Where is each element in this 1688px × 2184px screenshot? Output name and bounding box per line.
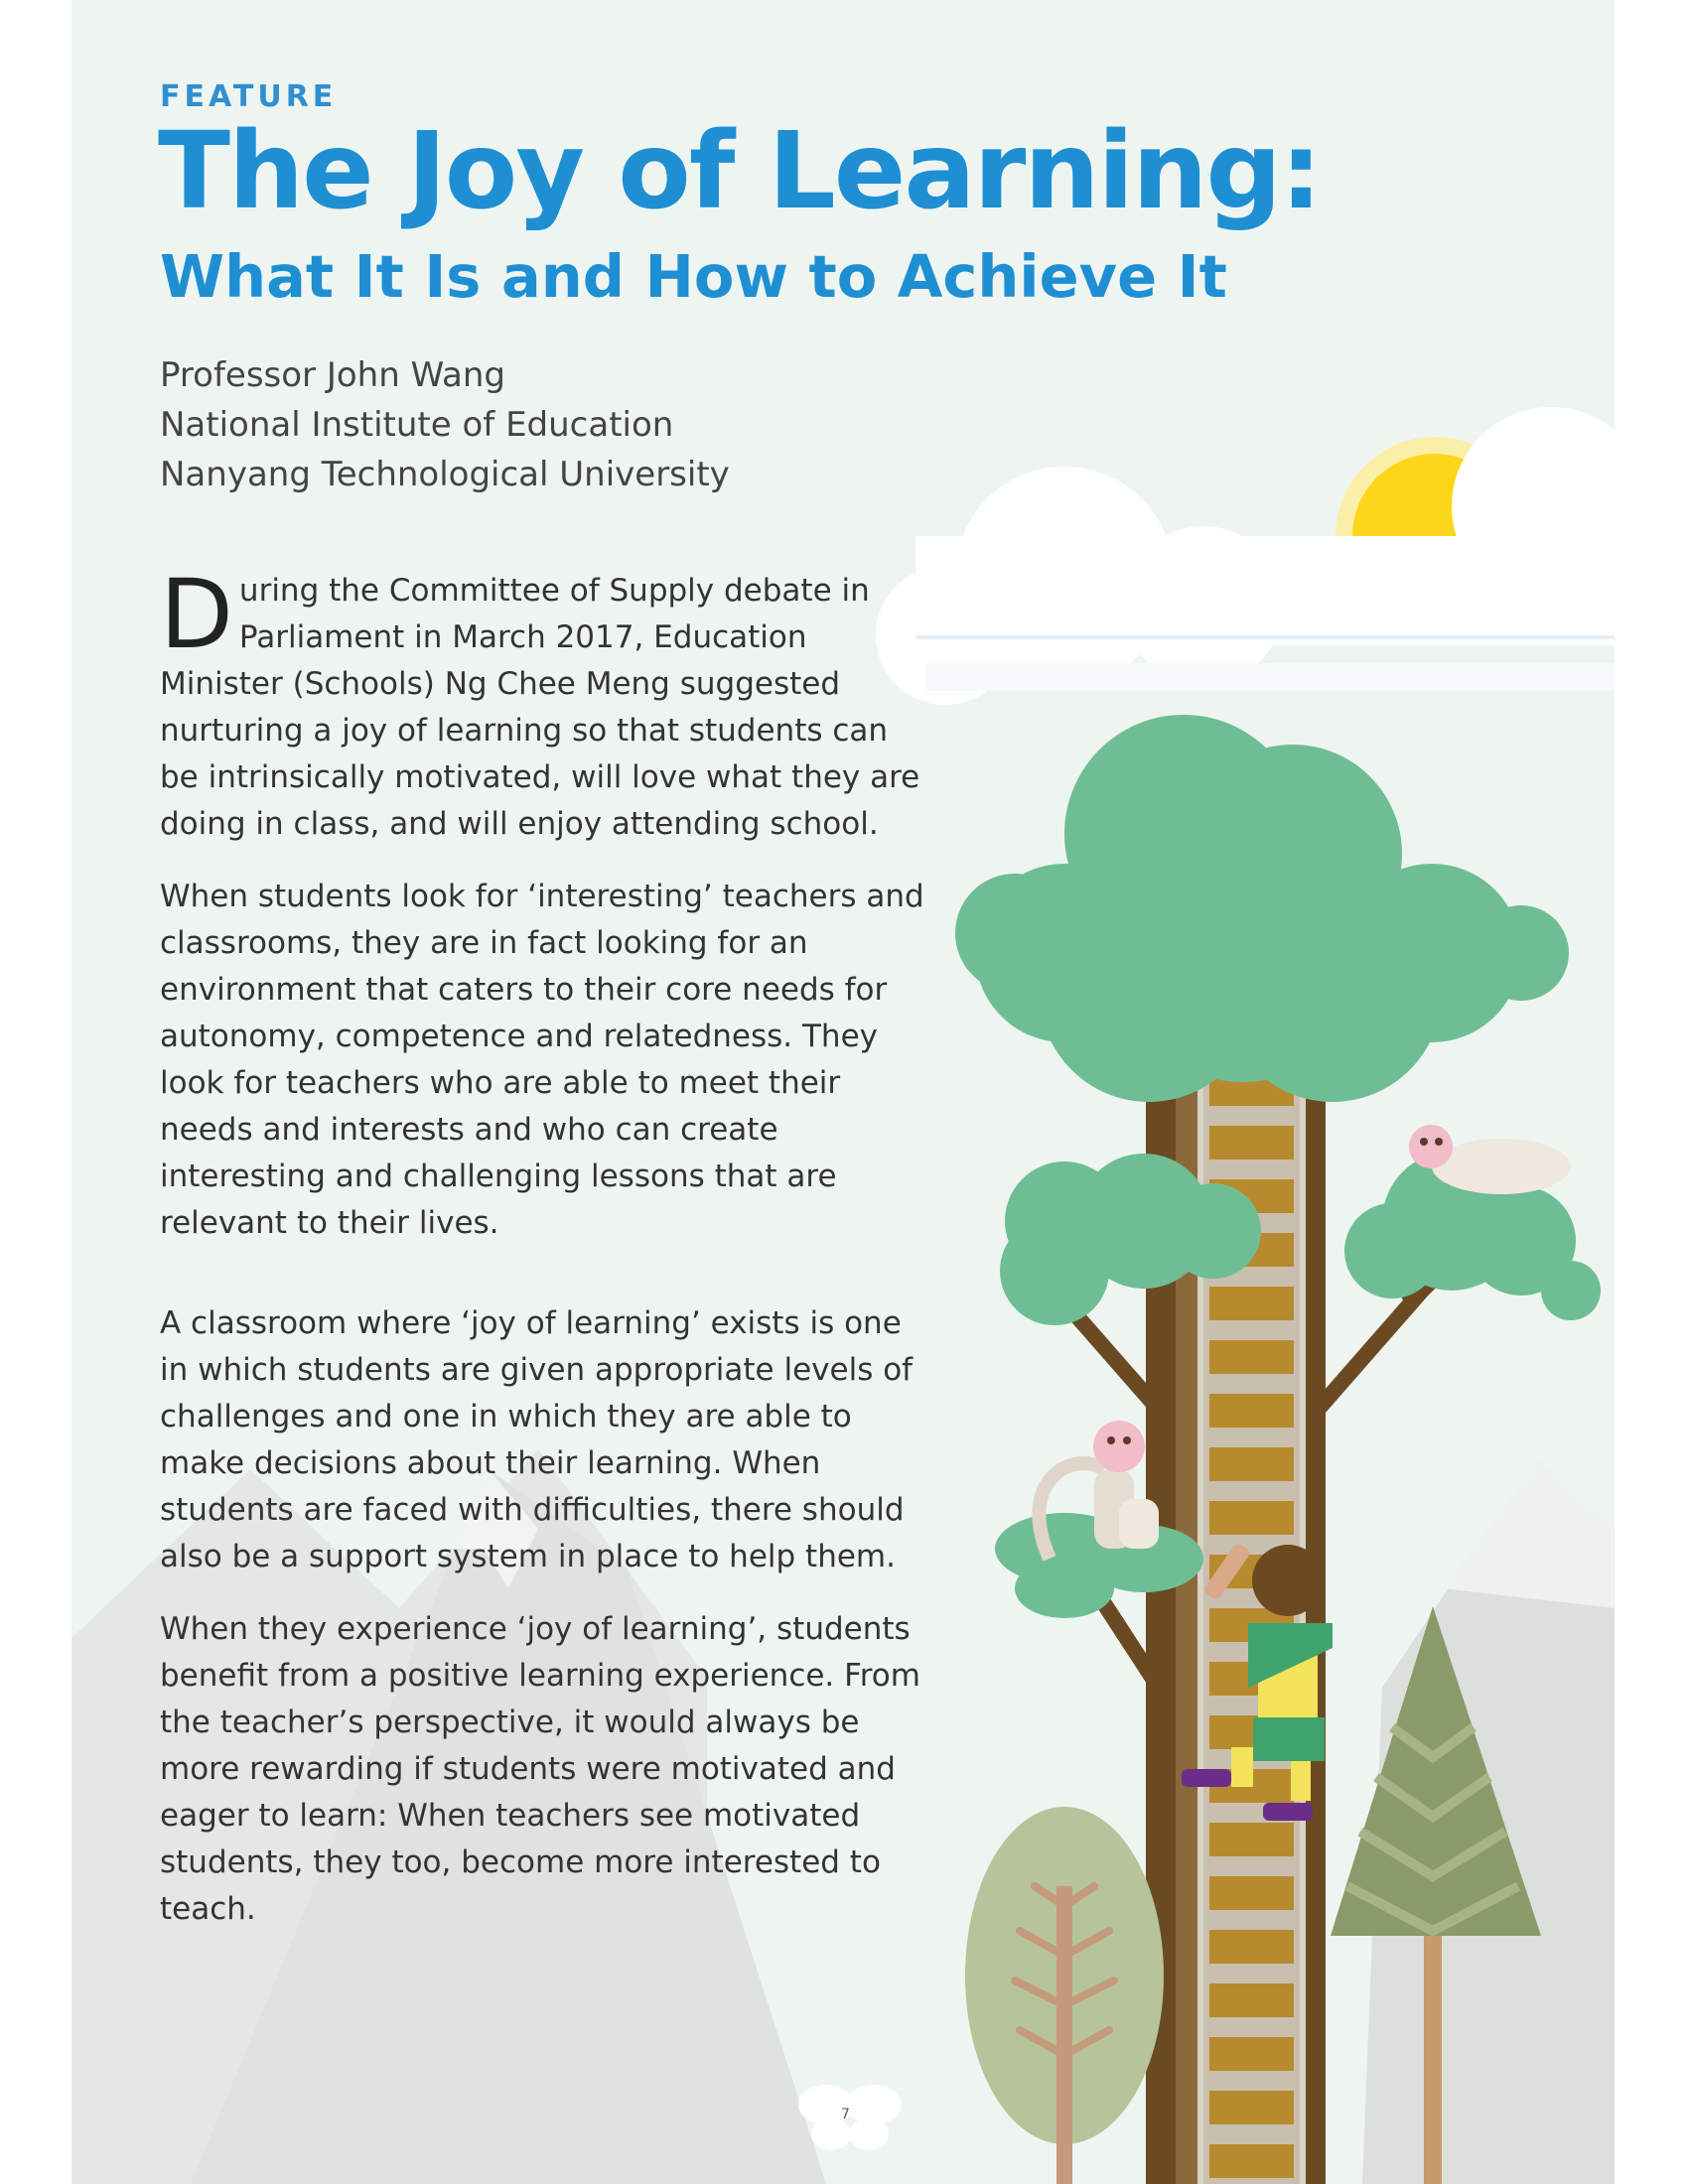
ladder-rung xyxy=(1209,1126,1294,1160)
page-number: 7 xyxy=(841,2107,850,2122)
drop-cap: D xyxy=(160,559,233,670)
ladder-rung xyxy=(1209,2144,1294,2178)
butterfly-icon xyxy=(798,2085,902,2150)
article-subtitle: What It Is and How to Achieve It xyxy=(160,242,1227,311)
ladder-rung xyxy=(1209,2091,1294,2124)
ladder-rung xyxy=(1209,2037,1294,2071)
ladder-rung xyxy=(1209,1340,1294,1374)
paragraph-1-text: uring the Committee of Supply debate in Parliament in March 2017, Education Minister (Schools) Ng Chee Meng suggested nurturing a joy of learning so that students can be intrinsically motivated, will love what they are doing in class, and will enjoy attending school. xyxy=(160,573,920,842)
article-body xyxy=(160,559,924,1959)
paragraph-3: A classroom where ‘joy of learning’ exists is one in which students are given appropriate levels of challenges and one in which they are able to make decisions about their learning. When students are faced with difficulties, there should also be a support system in place to help them. xyxy=(160,1305,914,1574)
paragraph-2: When students look for ‘interesting’ teachers and classrooms, they are in fact looking for an environment that caters to their core needs for autonomy, competence and relatedness. They look for teachers who are able to meet their needs and interests and who can create interesting and challenging lessons that are relevant to their lives. xyxy=(160,879,924,1241)
author-institute: National Institute of Education xyxy=(160,405,674,445)
ladder-rung xyxy=(1209,1501,1294,1535)
author-name: Professor John Wang xyxy=(160,355,505,395)
article-title: The Joy of Learning: xyxy=(158,110,1321,233)
ladder-rung xyxy=(1209,1876,1294,1910)
ladder-rung xyxy=(1209,1447,1294,1481)
section-kicker: FEATURE xyxy=(160,79,338,114)
author-byline xyxy=(160,350,730,499)
ladder-rung xyxy=(1209,1287,1294,1320)
author-university: Nanyang Technological University xyxy=(160,455,730,494)
cloud-icon xyxy=(925,663,1615,691)
ladder-rung xyxy=(1209,1823,1294,1856)
ladder-rung xyxy=(1209,1394,1294,1428)
ladder-rung xyxy=(1209,1930,1294,1964)
tree-icon xyxy=(965,1807,1164,2184)
magazine-page xyxy=(71,0,1615,2184)
cloud-icon xyxy=(876,407,1615,705)
paragraph-4: When they experience ‘joy of learning’, students benefit from a positive learning experience. From the teacher’s perspective, it would always be more rewarding if students were motivated and eager to learn: When teachers see motivated students, they too, become more interested to teach. xyxy=(160,1611,920,1927)
paragraph-1 xyxy=(160,559,924,848)
ladder-rung xyxy=(1209,1983,1294,2017)
